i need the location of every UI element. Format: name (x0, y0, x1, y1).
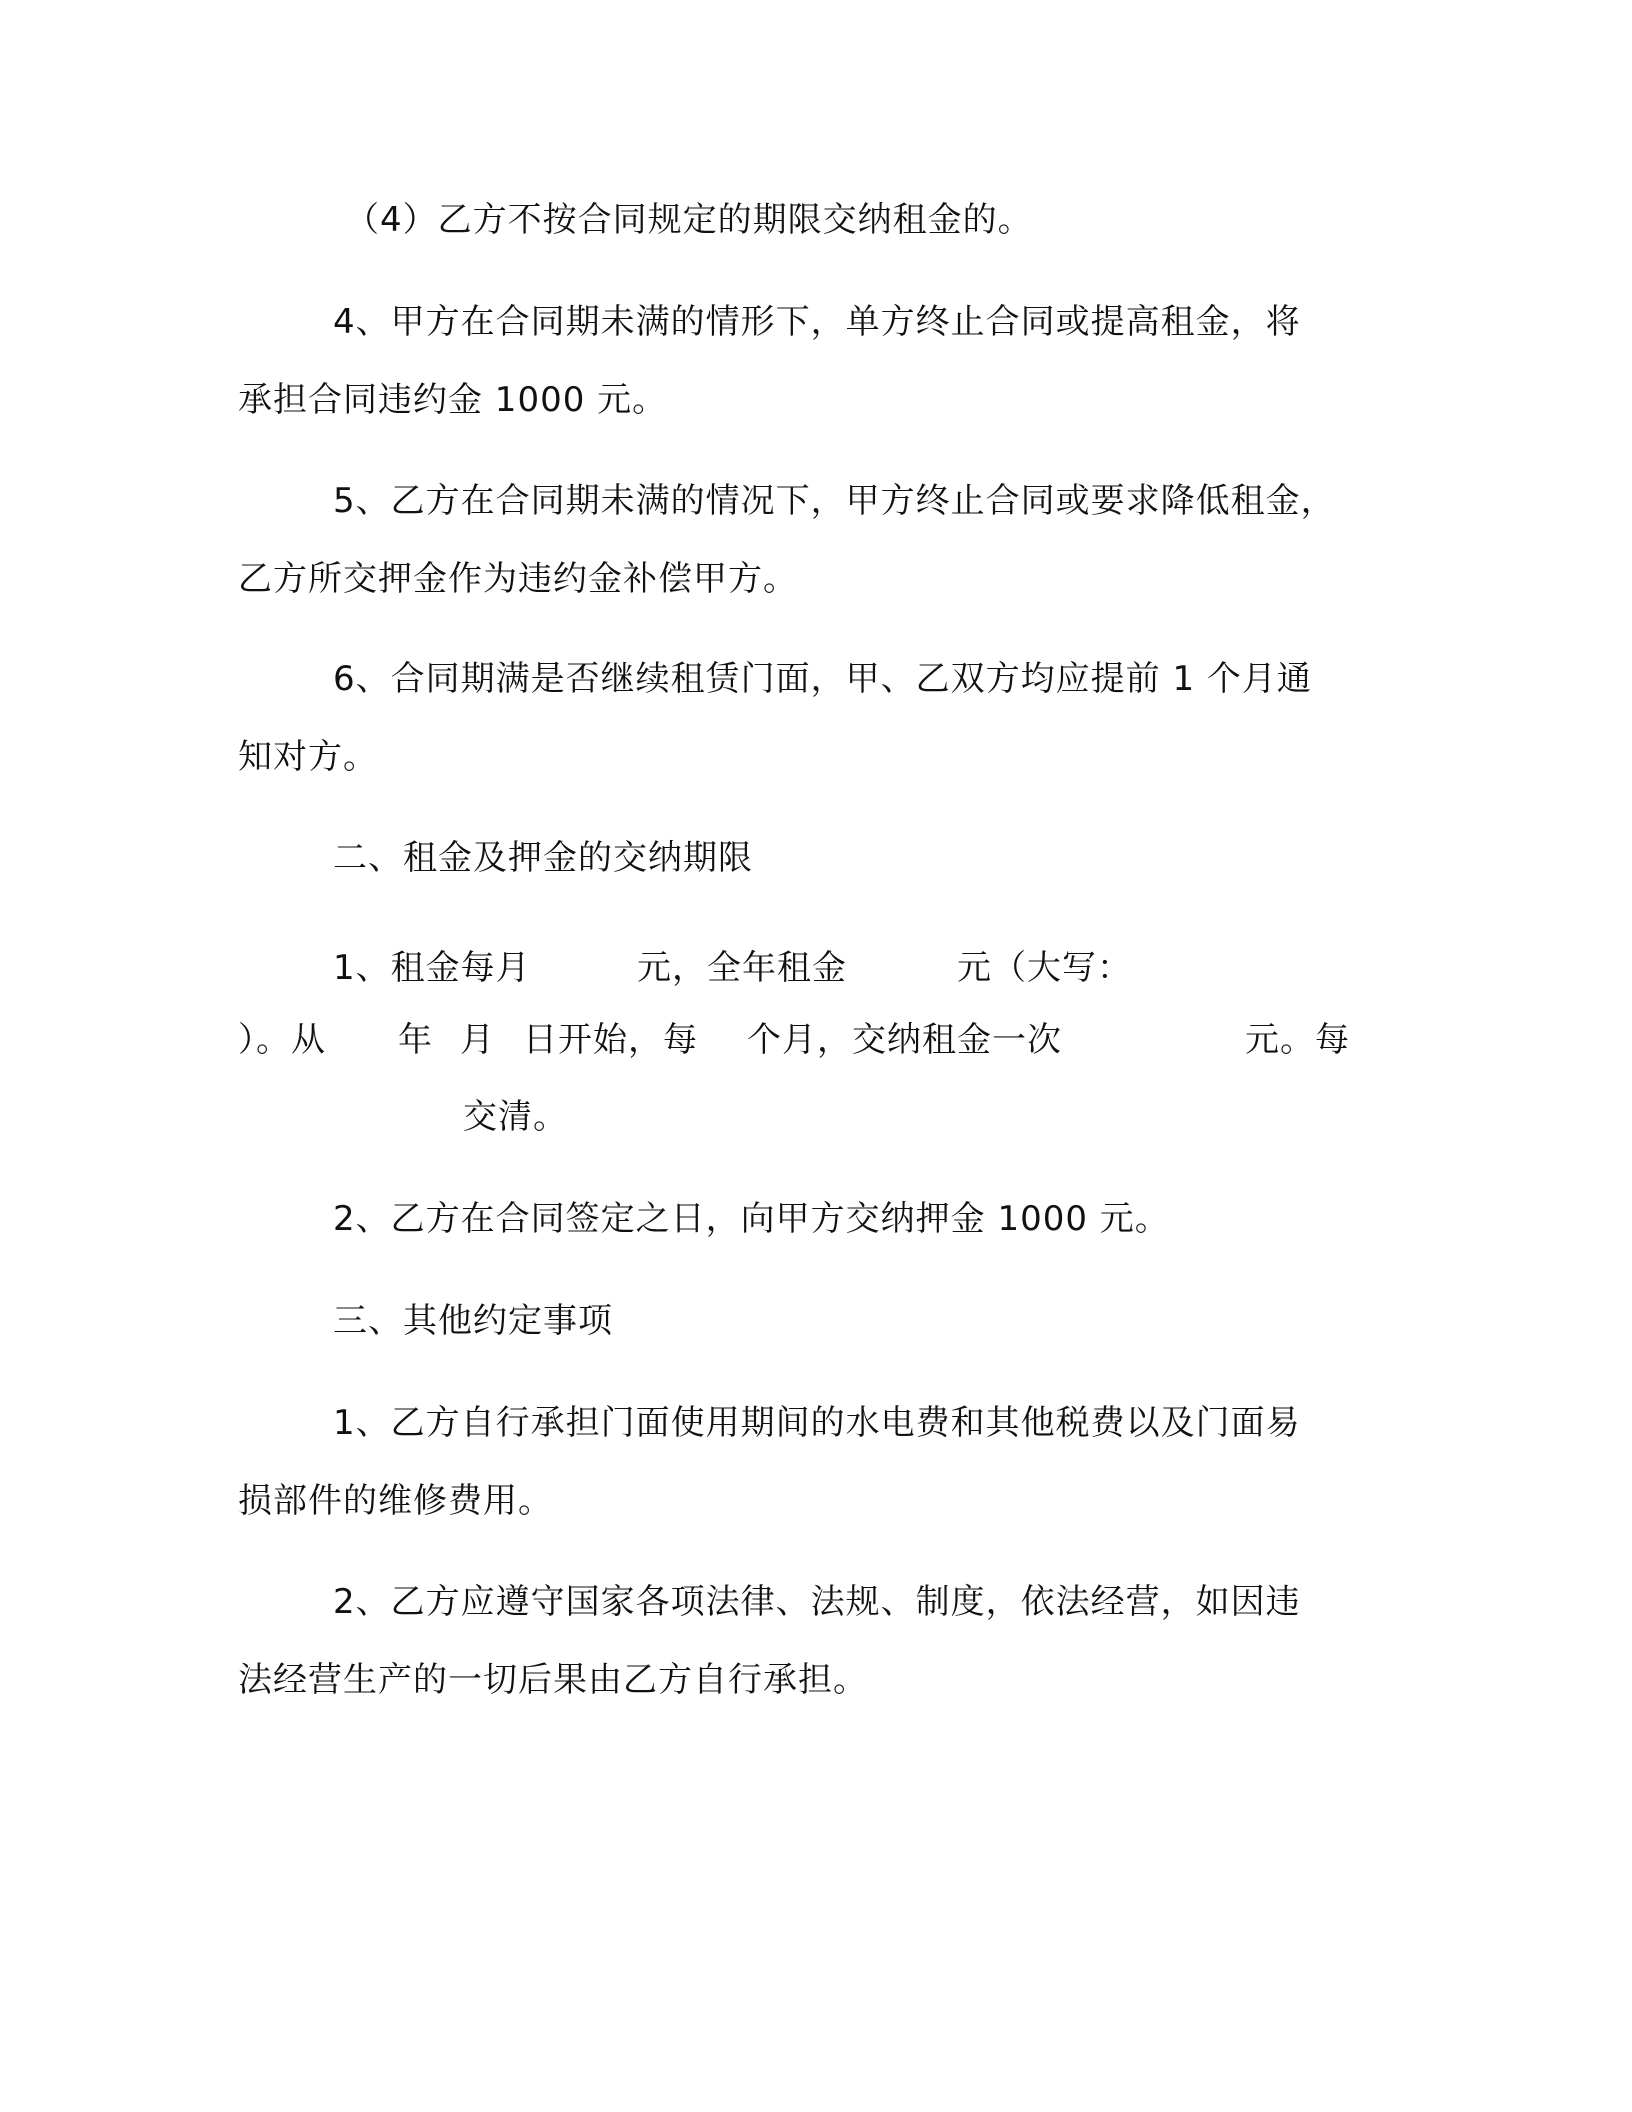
section-2-item-1-text-year: 年 (398, 1020, 433, 1060)
section-2-item-1-text-e: 个月，交纳租金一次 (747, 1020, 1062, 1060)
clause-4-line-1: 4、甲方在合同期未满的情形下，单方终止合同或提高租金，将 (333, 302, 1301, 342)
section-3-item-2-line-2: 法经营生产的一切后果由乙方自行承担。 (238, 1660, 868, 1700)
section-2-item-1-text-g: 交清。 (463, 1097, 568, 1137)
section-3-heading: 三、其他约定事项 (333, 1301, 613, 1341)
section-3-item-1-line-1: 1、乙方自行承担门面使用期间的水电费和其他税费以及门面易 (333, 1403, 1301, 1443)
clause-5-line-1: 5、乙方在合同期未满的情况下，甲方终止合同或要求降低租金， (333, 481, 1336, 521)
section-2-item-1-text-d: ）。从 (238, 1020, 326, 1060)
clause-3-item-4: （4）乙方不按合同规定的期限交纳租金的。 (345, 200, 1033, 240)
section-2-item-1-text-f: 元。每 (1245, 1020, 1350, 1060)
section-2-item-1-text-c: 元（大写： (957, 948, 1132, 988)
clause-5-line-2: 乙方所交押金作为违约金补偿甲方。 (238, 559, 798, 599)
clause-4-line-2: 承担合同违约金 1000 元。 (238, 380, 668, 420)
section-2-item-2: 2、乙方在合同签定之日，向甲方交纳押金 1000 元。 (333, 1199, 1170, 1239)
clause-6-line-2: 知对方。 (238, 737, 378, 777)
section-2-item-1-text-a: 1、租金每月 (333, 948, 531, 988)
section-2-item-1-text-b: 元，全年租金 (637, 948, 847, 988)
section-3-item-1-line-2: 损部件的维修费用。 (238, 1481, 553, 1521)
section-2-item-1-text-month: 月 (460, 1020, 495, 1060)
section-2-heading: 二、租金及押金的交纳期限 (333, 838, 753, 878)
clause-6-line-1: 6、合同期满是否继续租赁门面，甲、乙双方均应提前 1 个月通 (333, 659, 1312, 699)
section-3-item-2-line-1: 2、乙方应遵守国家各项法律、法规、制度，依法经营，如因违 (333, 1582, 1301, 1622)
section-2-item-1-text-day: 日开始，每 (523, 1020, 698, 1060)
